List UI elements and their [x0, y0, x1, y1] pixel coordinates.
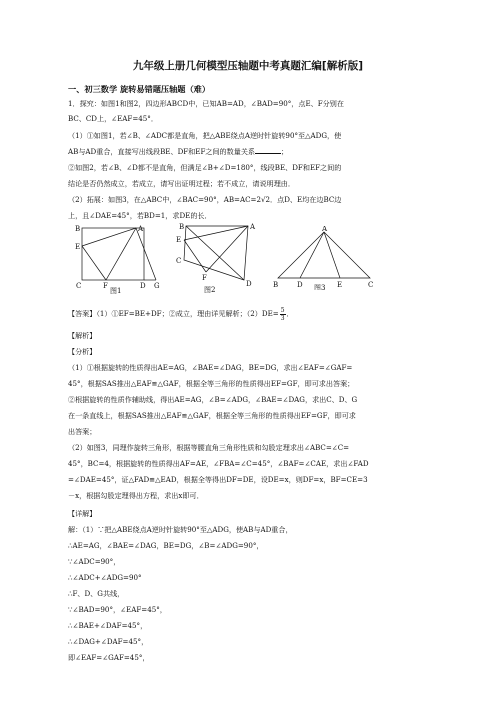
label-a: A [138, 225, 144, 233]
question-text: AB与AD重合，直接写出线段BE、DF和EF之间的数量关系 [68, 147, 256, 156]
detail-line: 即∠EAF=∠GAF=45°， [68, 653, 150, 662]
analysis-line: －x，根据勾股定理得出方程，求出x即可． [68, 491, 204, 500]
label-e: E [337, 281, 343, 289]
detail-line: 解：（1）∵把△ABE绕点A逆时针旋转90°至△ADG，使AB与AD重合， [68, 525, 293, 534]
question-line: BC、CD上，∠EAF=45°． [68, 114, 158, 123]
analysis-line: =∠DAE=45°，证△FAD≌△EAD，根据全等得出DF=DE，设DE=x，则DF=x，BF=CE=3 [68, 475, 368, 484]
detail-line: ∴AE=AG，∠BAE=∠DAG，BE=DG，∠B=∠ADG=90°， [68, 541, 264, 550]
label-f: F [202, 274, 207, 282]
detail-label: 【详解】 [68, 509, 97, 518]
analysis-line: 45°，BC=4，根据旋转的性质得出AF=AE，∠FBA=∠C=45°，∠BAF=∠CAE，求出∠FAD [68, 459, 369, 468]
figure-caption: 图3 [314, 284, 326, 290]
label-b: B [75, 225, 81, 233]
detail-line: ∵∠BAD=90°，∠EAF=45°， [68, 605, 167, 614]
label-d: D [246, 280, 252, 288]
detail-line: ∴∠DAG+∠DAF=45°， [68, 637, 149, 646]
label-c: C [76, 282, 82, 290]
figure-caption: 图1 [110, 287, 122, 294]
detail-line: ∴∠BAE+∠DAF=45°， [68, 621, 148, 630]
label-b: B [179, 223, 185, 231]
analysis-line: 在一条直线上，根据SAS推出△EAF≌△GAF，根据全等三角形的性质得出EF=GF，即可求 [68, 411, 356, 420]
label-d: D [297, 281, 303, 289]
answer-text: ． [286, 309, 294, 318]
analysis-label: 【解析】 [68, 331, 97, 340]
label-f: F [103, 282, 108, 290]
question-line [68, 144, 428, 160]
label-a: A [250, 223, 256, 231]
analysis-line: 出答案； [68, 427, 97, 436]
label-e: E [75, 243, 81, 251]
answer-fraction [280, 307, 286, 322]
question-line: 结论是否仍然成立，若成立，请写出证明过程；若不成立，请说明理由． [68, 179, 295, 188]
fraction-denominator: 3 [280, 314, 285, 322]
figure-1 [74, 222, 166, 294]
analysis-line: （1）①根据旋转的性质得出AE=AG，∠BAE=∠DAG，BE=DG，求出∠EAF=∠GAF= [68, 363, 353, 372]
section-heading: 一、初三数学 旋转易错题压轴题（难） [68, 84, 211, 94]
detail-line: ∴F、D、G共线， [68, 589, 125, 598]
figure-caption: 图2 [204, 286, 216, 294]
analysis-line: 45°，根据SAS推出△EAF≌△GAF，根据全等三角形的性质得出EF=GF，即可求出答案； [68, 379, 355, 388]
label-g: G [154, 282, 160, 290]
answer-blank [255, 146, 281, 154]
question-line: （1）①如图1，若∠B、∠ADC都是直角，把△ABE绕点A逆时针旋转90°至△ADG，使 [68, 131, 342, 140]
answer-line [68, 306, 428, 322]
detail-line: ∴∠ADC+∠ADG=90° [68, 573, 142, 582]
fraction-numerator: 5 [280, 306, 285, 314]
question-line: 上，且∠DAE=45°，若BD=1，求DE的长． [68, 211, 212, 220]
label-a: A [322, 226, 328, 233]
label-e: E [176, 236, 182, 244]
question-line: 1．探究：如图1和图2，四边形ABCD中，已知AB=AD，∠BAD=90°，点E、F分别在 [68, 99, 344, 108]
fenxi-label: 【分析】 [68, 347, 97, 356]
label-c: C [176, 257, 182, 265]
label-d: D [140, 282, 146, 290]
label-b: B [273, 281, 279, 289]
analysis-line: ②根据旋转的性质作辅助线，得出AE=AG，∠B=∠ADG，∠BAE=∠DAG，求出C、D、G [68, 395, 358, 404]
question-line: ②如图2，若∠B、∠D都不是直角，但满足∠B+∠D=180°，线段BE、DF和EF之间的 [68, 163, 342, 172]
question-line: （2）拓展：如图3，在△ABC中，∠BAC=90°，AB=AC=2√2．点D、E均在边BC边 [68, 195, 342, 204]
figure-2 [172, 220, 260, 294]
label-c: C [368, 281, 374, 289]
page-title: 九年级上册几何模型压轴题中考真题汇编[解析版] [132, 60, 364, 72]
question-text: ； [281, 147, 289, 156]
detail-line: ∵∠ADC=90°， [68, 557, 121, 566]
analysis-line: （2）如图3，同理作旋转三角形，根据等腰直角三角形性质和勾股定理求出∠ABC=∠C= [68, 443, 350, 452]
figure-3 [270, 226, 380, 290]
answer-label: 【答案】 [68, 309, 97, 318]
answer-text: （1）①EF=BE+DF；②成立，理由详见解析；（2）DE= [96, 309, 279, 318]
